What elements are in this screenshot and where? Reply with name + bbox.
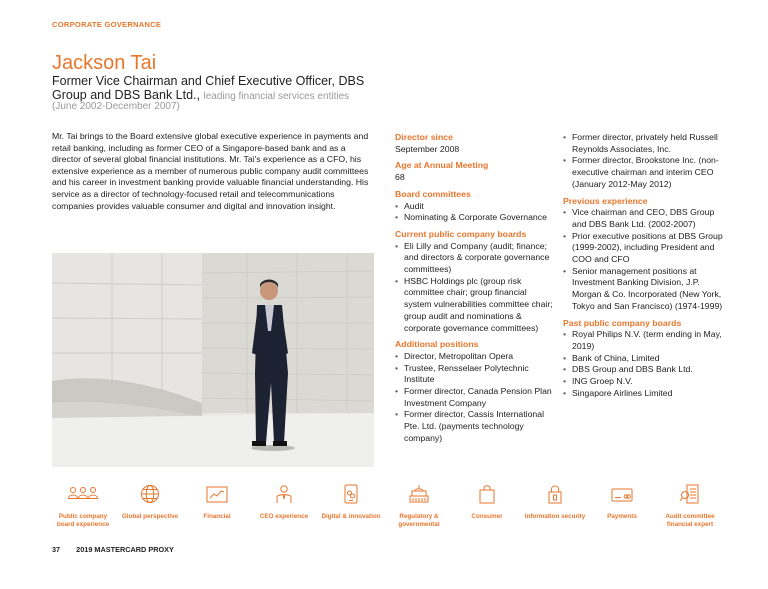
list-item: • DBS Group and DBS Bank Ltd. — [563, 364, 723, 376]
payment-card-icon — [611, 484, 633, 504]
skill-label: Public company board experience — [56, 513, 110, 528]
page-number: 37 — [52, 545, 61, 554]
director-since-value: September 2008 — [395, 143, 460, 154]
skill-board-experience — [51, 484, 115, 528]
role-dates: (June 2002-December 2007) — [52, 101, 180, 112]
past-boards-label: Past public company boards — [563, 317, 682, 328]
additional-positions-list — [395, 351, 555, 445]
skill-label: Financial — [203, 513, 231, 520]
details-column-left — [395, 132, 555, 445]
skill-information-security — [523, 484, 587, 521]
section-label: CORPORATE GOVERNANCE — [52, 20, 162, 29]
government-building-icon — [408, 484, 430, 504]
skill-digital-innovation — [319, 484, 383, 521]
list-item: • Prior executive positions at DBS Group (1999-2002), including President and COO and CFO — [563, 231, 723, 266]
skill-label: Regulatory & governmental — [398, 513, 440, 528]
list-item: • Audit — [395, 201, 555, 213]
skill-audit-expert — [658, 484, 722, 528]
director-since-label: Director since — [395, 132, 453, 142]
skill-label: Information security — [524, 513, 586, 520]
additional-positions-label: Additional positions — [395, 339, 479, 350]
committees-label: Board committees — [395, 188, 471, 199]
list-item: • Former director, Brookstone Inc. (non-executive chairman and interim CEO (January 2012-May 2012) — [563, 155, 723, 190]
skill-consumer — [455, 484, 519, 521]
list-item: • Royal Philips N.V. (term ending in May, 2019) — [563, 329, 723, 352]
director-photo — [52, 253, 374, 467]
current-boards-list — [395, 241, 555, 335]
role-description: leading financial services entities — [203, 91, 350, 102]
list-item: • Former director, Canada Pension Plan Investment Company — [395, 386, 555, 409]
list-item: • Director, Metropolitan Opera — [395, 351, 555, 363]
list-item: • Trustee, Rensselaer Polytechnic Institute — [395, 363, 555, 386]
list-item: • Vice chairman and CEO, DBS Group and DBS Bank Ltd. (2002-2007) — [563, 207, 723, 230]
mobile-phone-icon — [343, 484, 359, 504]
skill-payments — [590, 484, 654, 521]
list-item: • Nominating & Corporate Governance — [395, 212, 555, 224]
skill-financial — [185, 484, 249, 521]
skill-ceo-experience — [252, 484, 316, 521]
director-role — [52, 74, 382, 104]
lock-icon — [547, 484, 563, 504]
skill-global-perspective — [118, 484, 182, 521]
director-name: Jackson Tai — [52, 52, 157, 74]
skills-icon-row — [52, 484, 732, 534]
skill-regulatory — [387, 484, 451, 528]
list-item: • Singapore Airlines Limited — [563, 388, 723, 400]
director-bio: Mr. Tai brings to the Board extensive global executive experience in payments and retail banking, including as former CEO of a Singapore-based bank and as a director of several global financial institutions. Mr. Tai's experience as a CFO, his extensive experience as a member of numerous public company audit committees and his career in investment banking provide valuable financial understanding. His service as a director of technology-focused retail and telecommunications companies provides valuable consumer and digital and innovation insight. — [52, 131, 369, 211]
list-item: • Former director, Cassis International Pte. Ltd. (payments technology company) — [395, 409, 555, 444]
financial-chart-icon — [206, 484, 228, 504]
globe-icon — [140, 484, 160, 504]
list-item: • ING Groep N.V. — [563, 376, 723, 388]
role-title: Former Vice Chairman and Chief Executive Officer, DBS Group and DBS Bank Ltd., — [52, 74, 365, 102]
page-footer — [52, 545, 174, 554]
skill-label: CEO experience — [259, 513, 309, 520]
photo-illustration — [52, 253, 374, 467]
ceo-person-icon — [274, 484, 294, 504]
list-item: • Eli Lilly and Company (audit; finance; and directors & corporate governance committees) — [395, 241, 555, 276]
current-boards-label: Current public company boards — [395, 228, 527, 239]
age-value: 68 — [395, 172, 405, 183]
skill-label: Payments — [607, 513, 637, 520]
board-people-icon — [67, 484, 99, 504]
details-column-right — [563, 132, 723, 399]
shopping-bag-icon — [478, 484, 496, 504]
additional-positions-list-continued — [563, 132, 723, 191]
skill-label: Audit committee financial expert — [665, 513, 715, 528]
list-item: • Former director, privately held Russell Reynolds Associates, Inc. — [563, 132, 723, 155]
list-item: • Senior management positions at Investment Banking Division, J.P. Morgan & Co. Incorporated (New York, Tokyo and San Francisco) (1974-1999) — [563, 266, 723, 313]
audit-document-icon — [679, 484, 701, 504]
skill-label: Consumer — [471, 513, 503, 520]
publication-title: 2019 MASTERCARD PROXY — [76, 545, 174, 554]
list-item: • HSBC Holdings plc (group risk committee chair; group financial system vulnerabilities committee chair; group audit and nominations & corporate governance committees) — [395, 276, 555, 335]
previous-experience-label: Previous experience — [563, 195, 648, 206]
list-item: • Bank of China, Limited — [563, 353, 723, 365]
skill-label: Digital & innovation — [321, 513, 381, 520]
age-label: Age at Annual Meeting — [395, 160, 489, 171]
skill-label: Global perspective — [121, 513, 179, 520]
past-boards-list — [563, 329, 723, 399]
previous-experience-list — [563, 207, 723, 312]
committees-list — [395, 201, 555, 224]
